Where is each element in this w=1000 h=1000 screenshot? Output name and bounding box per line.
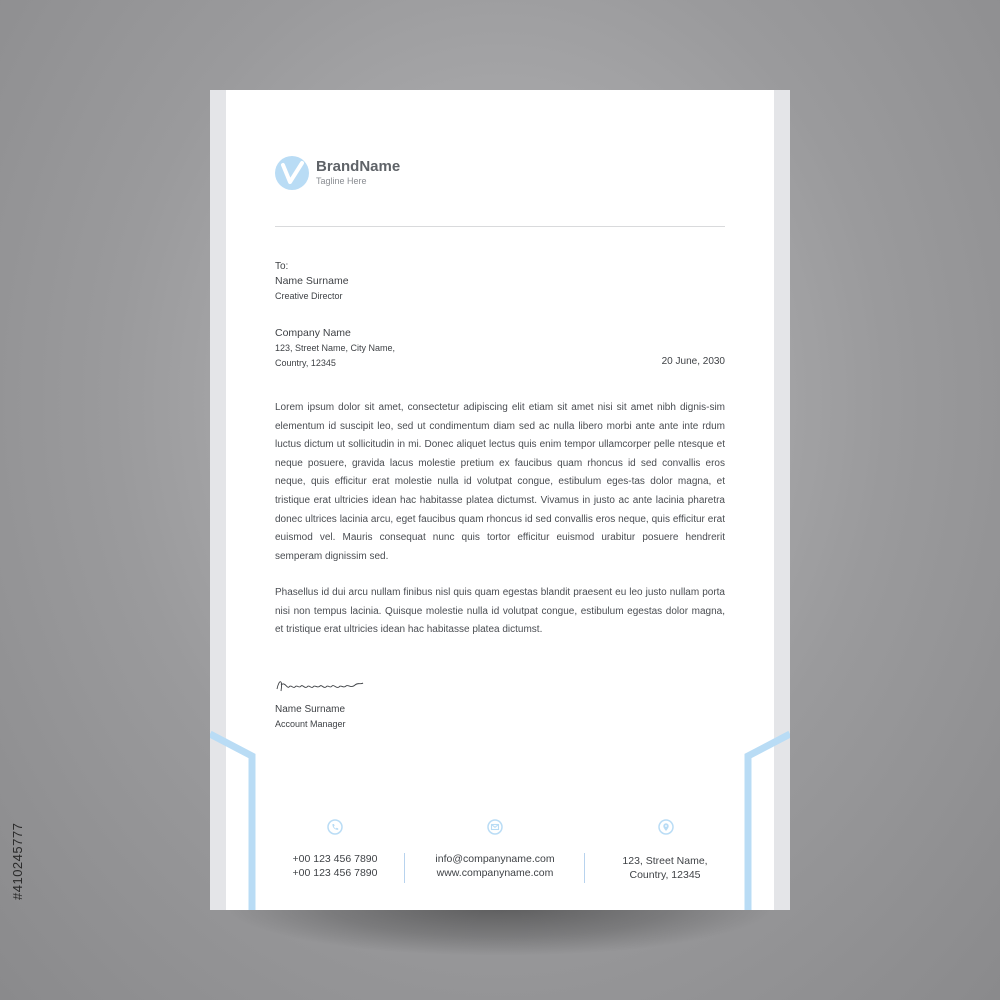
footer-phone-1: +00 123 456 7890 — [292, 853, 378, 865]
page-shadow — [230, 905, 770, 955]
stock-image-id: #410245777 — [10, 822, 25, 900]
email-icon — [487, 819, 503, 835]
signatory-name: Name Surname — [275, 704, 346, 715]
company-address-line1: 123, Street Name, City Name, — [275, 343, 396, 353]
footer-address-line1: 123, Street Name, — [622, 855, 708, 867]
to-label: To: — [275, 261, 289, 272]
brand-tagline: Tagline Here — [316, 176, 367, 186]
header-divider — [275, 226, 725, 227]
recipient-title: Creative Director — [275, 291, 343, 301]
body-paragraph: Lorem ipsum dolor sit amet, consectetur adipiscing elit etiam sit amet nisi sit amet nibh dignis-sim elementum id suscipit leo, sed ut condimentum diam sed ac nulla libero morbi ante ante inte rdum luctus dictum ut sollicitudin in mi. Donec aliquet lectus quis enim tempor ullamcorper pelle ntesque et neque posuere, gravida lacus molestie pretium ex faucibus quam rhoncus id sed convallis eros neque, quis efficitur erat molestie nulla id volutpat congue, estibulum eges-tas dolor magna, et tristique erat ultricies idean hac habitasse platea dictumst. Vivamus in justo ac ante lacinia pharetra donec ultrices lacinia arcu, eget faucibus quam rhoncus id sed convallis eros neque, quis efficitur erat euismod vel. Mauris consequat nunc quis tortor efficitur euismod urabitur posuere hendrerit semperam dignissim sed. — [275, 402, 725, 562]
footer-divider — [584, 853, 585, 883]
signatory-title: Account Manager — [275, 719, 346, 729]
company-name: Company Name — [275, 327, 351, 339]
brand-name: BrandName — [316, 158, 401, 175]
handwritten-signature — [275, 675, 365, 697]
location-icon — [658, 819, 674, 835]
letter-date: 20 June, 2030 — [661, 356, 725, 367]
footer-email: info@companyname.com — [435, 853, 555, 865]
footer-phone-2: +00 123 456 7890 — [292, 867, 378, 879]
phone-icon — [327, 819, 343, 835]
letterhead-page — [210, 90, 790, 910]
footer-website: www.companyname.com — [436, 867, 554, 879]
logo-mark-icon — [275, 156, 309, 190]
body-paragraph: Phasellus id dui arcu nullam finibus nisl quis quam egestas blandit praesent eu leo justo nullam porta nisi non tempus lacinia. Quisque molestie nulla id volutpat congue, estibulum egestas dolor magna, et tristique erat ultricies idean hac habitasse platea dictumst. — [275, 587, 725, 636]
recipient-name: Name Surname — [275, 275, 349, 287]
footer-address-line2: Country, 12345 — [629, 869, 701, 881]
company-address-line2: Country, 12345 — [275, 358, 336, 368]
footer-divider — [404, 853, 405, 883]
